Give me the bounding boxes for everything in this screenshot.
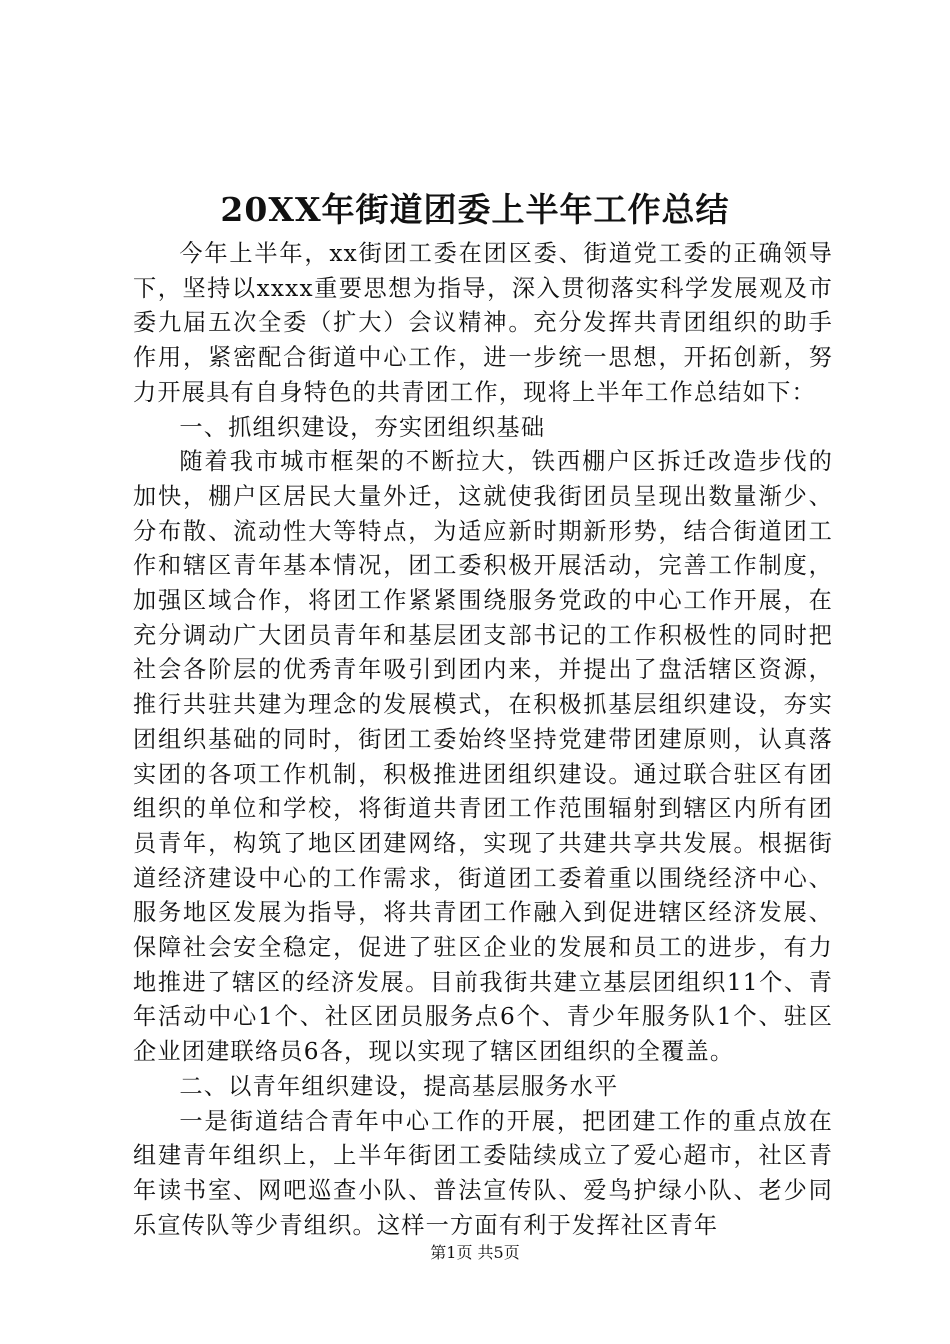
document-title: 20XX年街道团委上半年工作总结	[220, 190, 730, 229]
page-footer: 第1页 共5页	[430, 1243, 520, 1262]
paragraph-section-2: 一是街道结合青年中心工作的开展，把团建工作的重点放在组建青年组织上，上半年街团工委陆续成立了爱心超市，社区青年读书室、网吧巡查小队、普法宣传队、爱鸟护绿小队、老少同乐宣传队等少青组织。这样一方面有利于发挥社区青年	[133, 1107, 833, 1239]
section-heading-2: 二、以青年组织建设，提高基层服务水平	[179, 1072, 619, 1100]
paragraph-section-1: 随着我市城市框架的不断拉大，铁西棚户区拆迁改造步伐的加快，棚户区居民大量外迁，这就使我街团员呈现出数量渐少、分布散、流动性大等特点，为适应新时期新形势，结合街道团工作和辖区青年基本情况，团工委积极开展活动，完善工作制度，加强区域合作，将团工作紧紧围绕服务党政的中心工作开展，在充分调动广大团员青年和基层团支部书记的工作积极性的同时把社会各阶层的优秀青年吸引到团内来，并提出了盘活辖区资源，推行共驻共建为理念的发展模式，在积极抓基层组织建设，夯实团组织基础的同时，街团工委始终坚持党建带团建原则，认真落实团的各项工作机制，积极推进团组织建设。通过联合驻区有团组织的单位和学校，将街道共青团工作范围辐射到辖区内所有团员青年，构筑了地区团建网络，实现了共建共享共发展。根据街道经济建设中心的工作需求，街道团工委着重以围绕经济中心、服务地区发展为指导，将共青团工作融入到促进辖区经济发展、保障社会安全稳定，促进了驻区企业的发展和员工的进步，有力地推进了辖区的经济发展。目前我街共建立基层团组织11个、青年活动中心1个、社区团员服务点6个、青少年服务队1个、驻区企业团建联络员6各，现以实现了辖区团组织的全覆盖。	[133, 448, 833, 1066]
section-heading-1: 一、抓组织建设，夯实团组织基础	[179, 413, 546, 441]
paragraph-intro: 今年上半年，xx街团工委在团区委、街道党工委的正确领导下，坚持以xxxx重要思想为指导，深入贯彻落实科学发展观及市委九届五次全委（扩大）会议精神。充分发挥共青团组织的助手作用，紧密配合街道中心工作，进一步统一思想，开拓创新，努力开展具有自身特色的共青团工作，现将上半年工作总结如下：	[133, 240, 833, 406]
document-body	[133, 237, 833, 1243]
